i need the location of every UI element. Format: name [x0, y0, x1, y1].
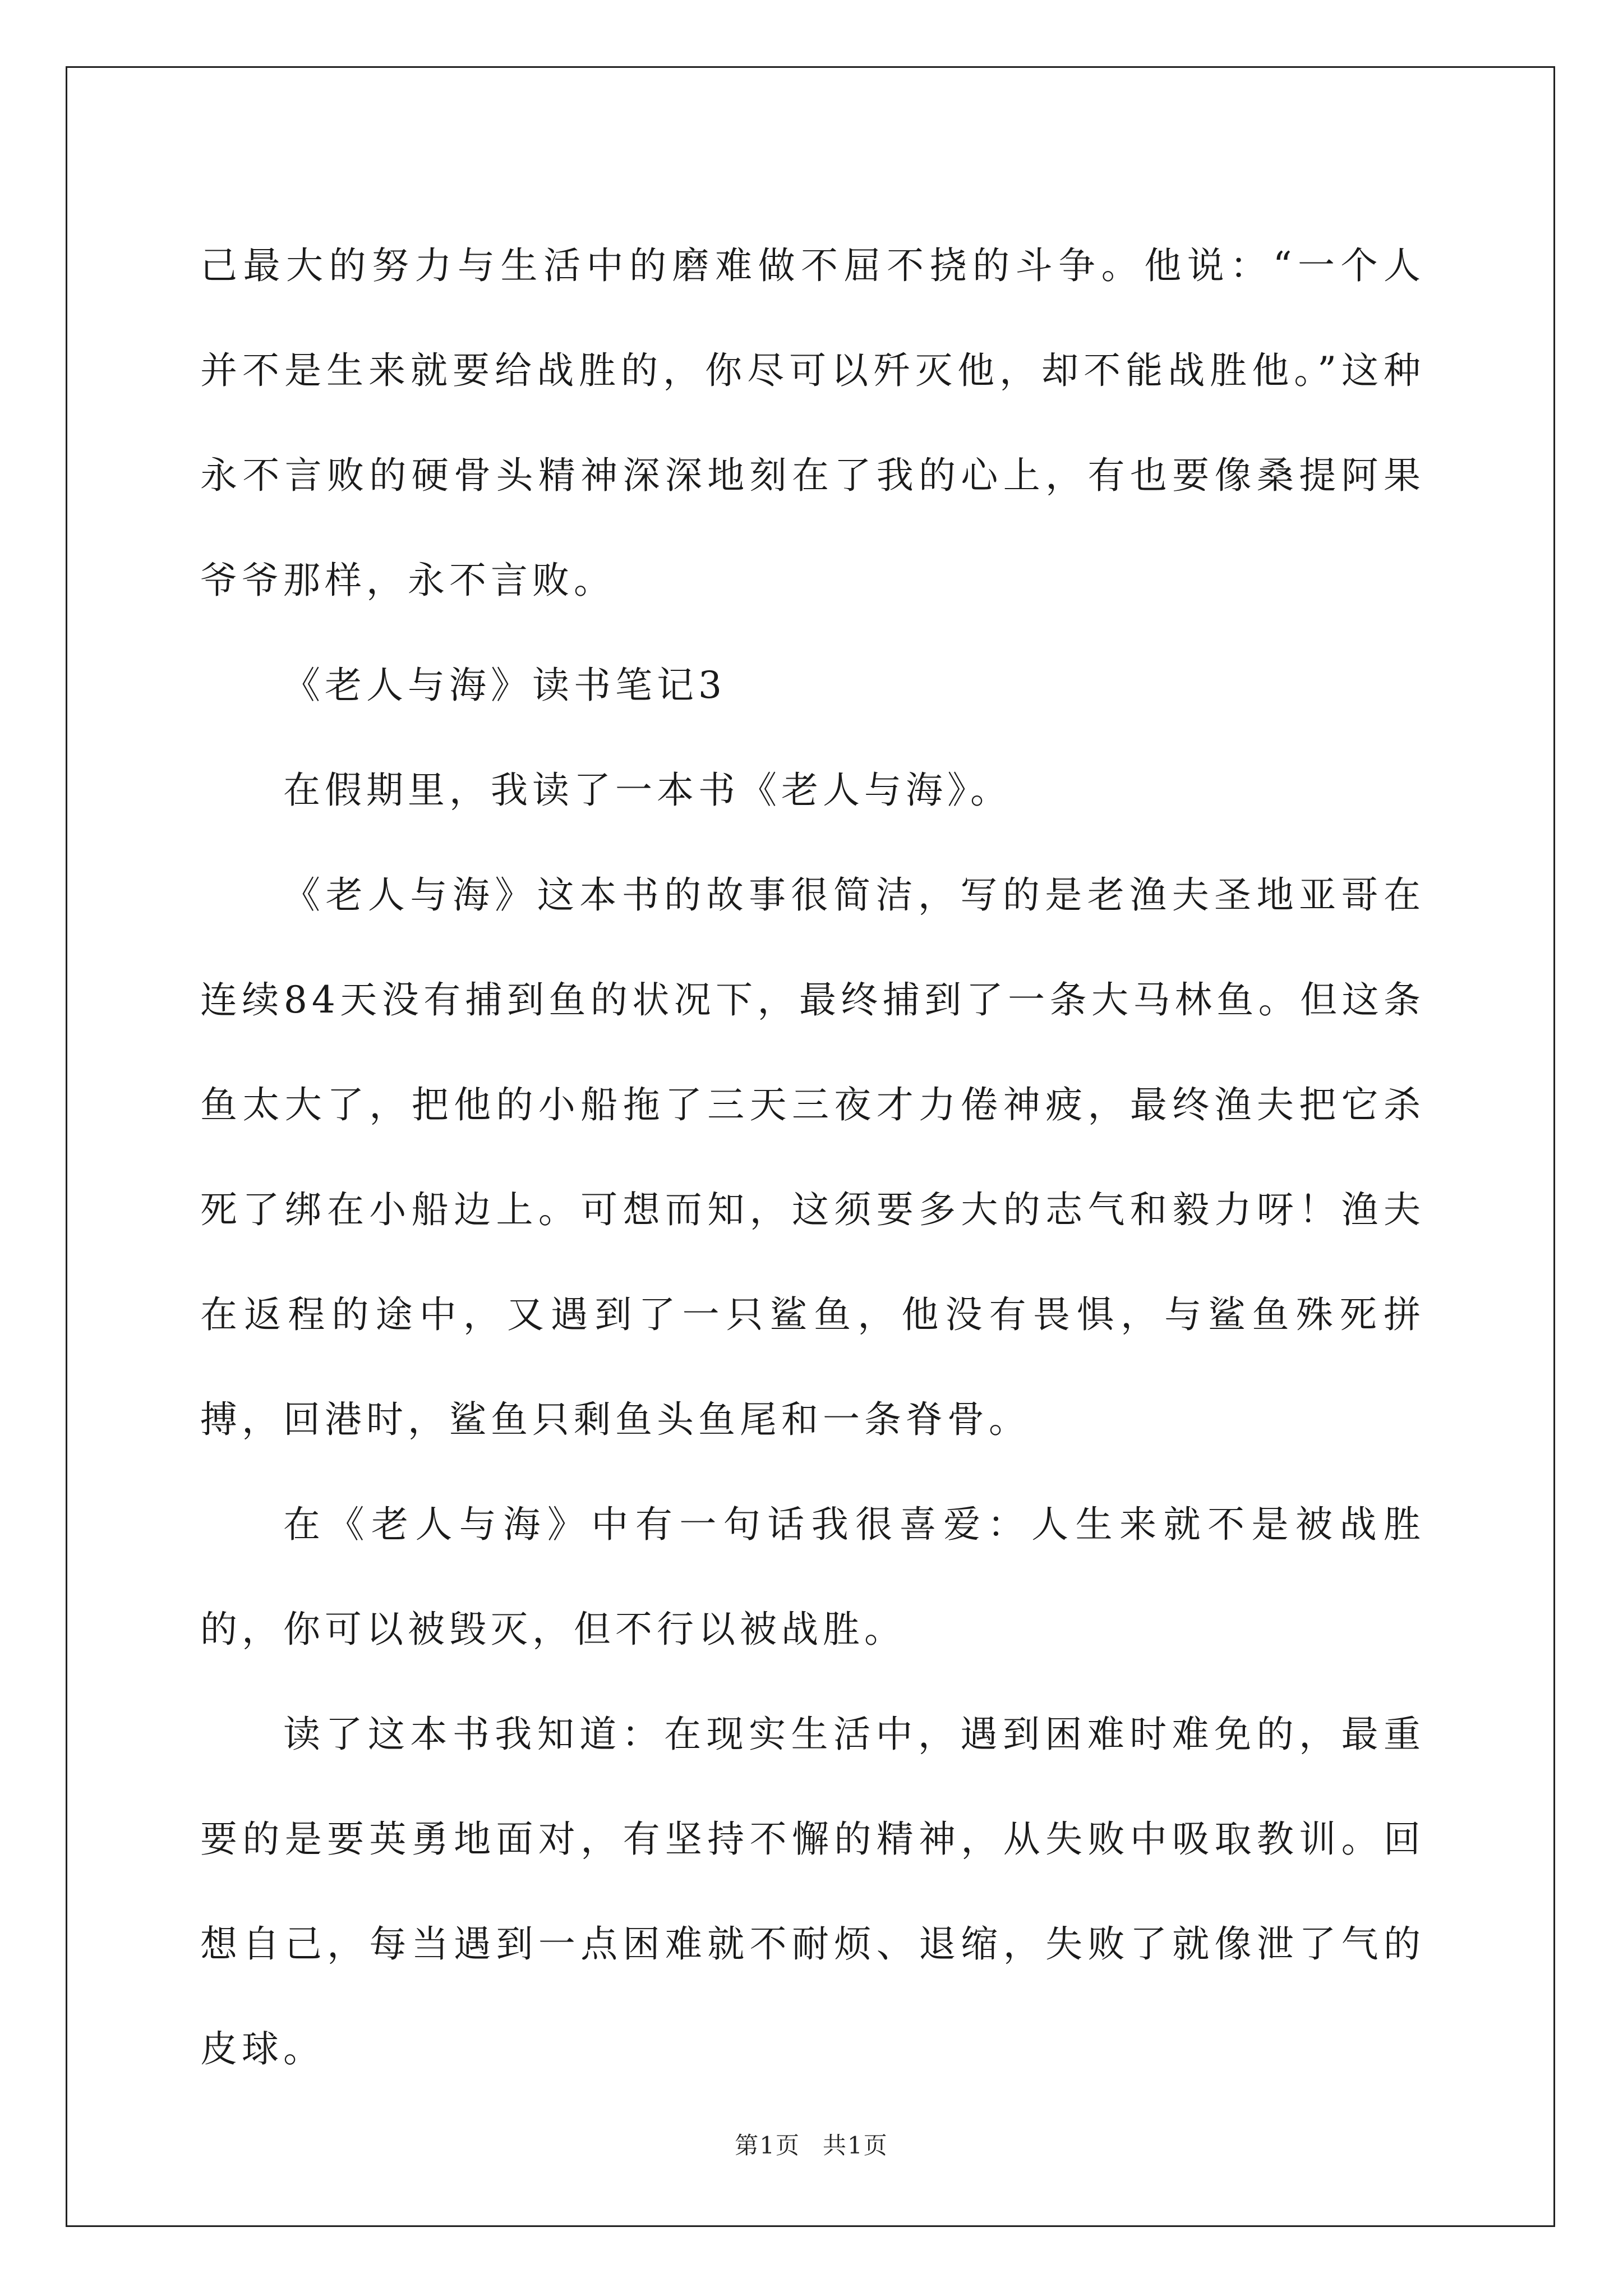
paragraph-2: 在假期里，我读了一本书《老人与海》。 — [283, 769, 1012, 812]
page-footer — [0, 2127, 1623, 2161]
section-heading: 《老人与海》读书笔记3 — [283, 664, 726, 707]
paragraph-5: 读了这本书我知道：在现实生活中，遇到困难时难免的，最重要的是要英勇地面对，有坚持不懈的精神，从失败中吸取教训。回想自己，每当遇到一点困难就不耐烦、退缩，失败了就像泄了气的皮球。 — [200, 1713, 1425, 2070]
page-total: 共1页 — [823, 2132, 888, 2159]
document-body — [200, 213, 1425, 2101]
paragraph-3: 《老人与海》这本书的故事很简洁，写的是老渔夫圣地亚哥在连续84天没有捕到鱼的状况下，最终捕到了一条大马林鱼。但这条鱼太大了，把他的小船拖了三天三夜才力倦神疲，最终渔夫把它杀死了绑在小船边上。可想而知，这须要多大的志气和毅力呀！渔夫在返程的途中，又遇到了一只鲨鱼，他没有畏惧，与鲨鱼殊死拼搏，回港时，鲨鱼只剩鱼头鱼尾和一条脊骨。 — [200, 873, 1425, 1441]
paragraph-1: 己最大的努力与生活中的磨难做不屈不挠的斗争。他说：“一个人并不是生来就要给战胜的，你尽可以歼灭他，却不能战胜他。”这种永不言败的硬骨头精神深深地刻在了我的心上，有也要像桑提阿果爷爷那样，永不言败。 — [200, 244, 1425, 602]
paragraph-4: 在《老人与海》中有一句话我很喜爱：人生来就不是被战胜的，你可以被毁灭，但不行以被战胜。 — [200, 1503, 1425, 1651]
page-number: 第1页 — [735, 2132, 800, 2159]
